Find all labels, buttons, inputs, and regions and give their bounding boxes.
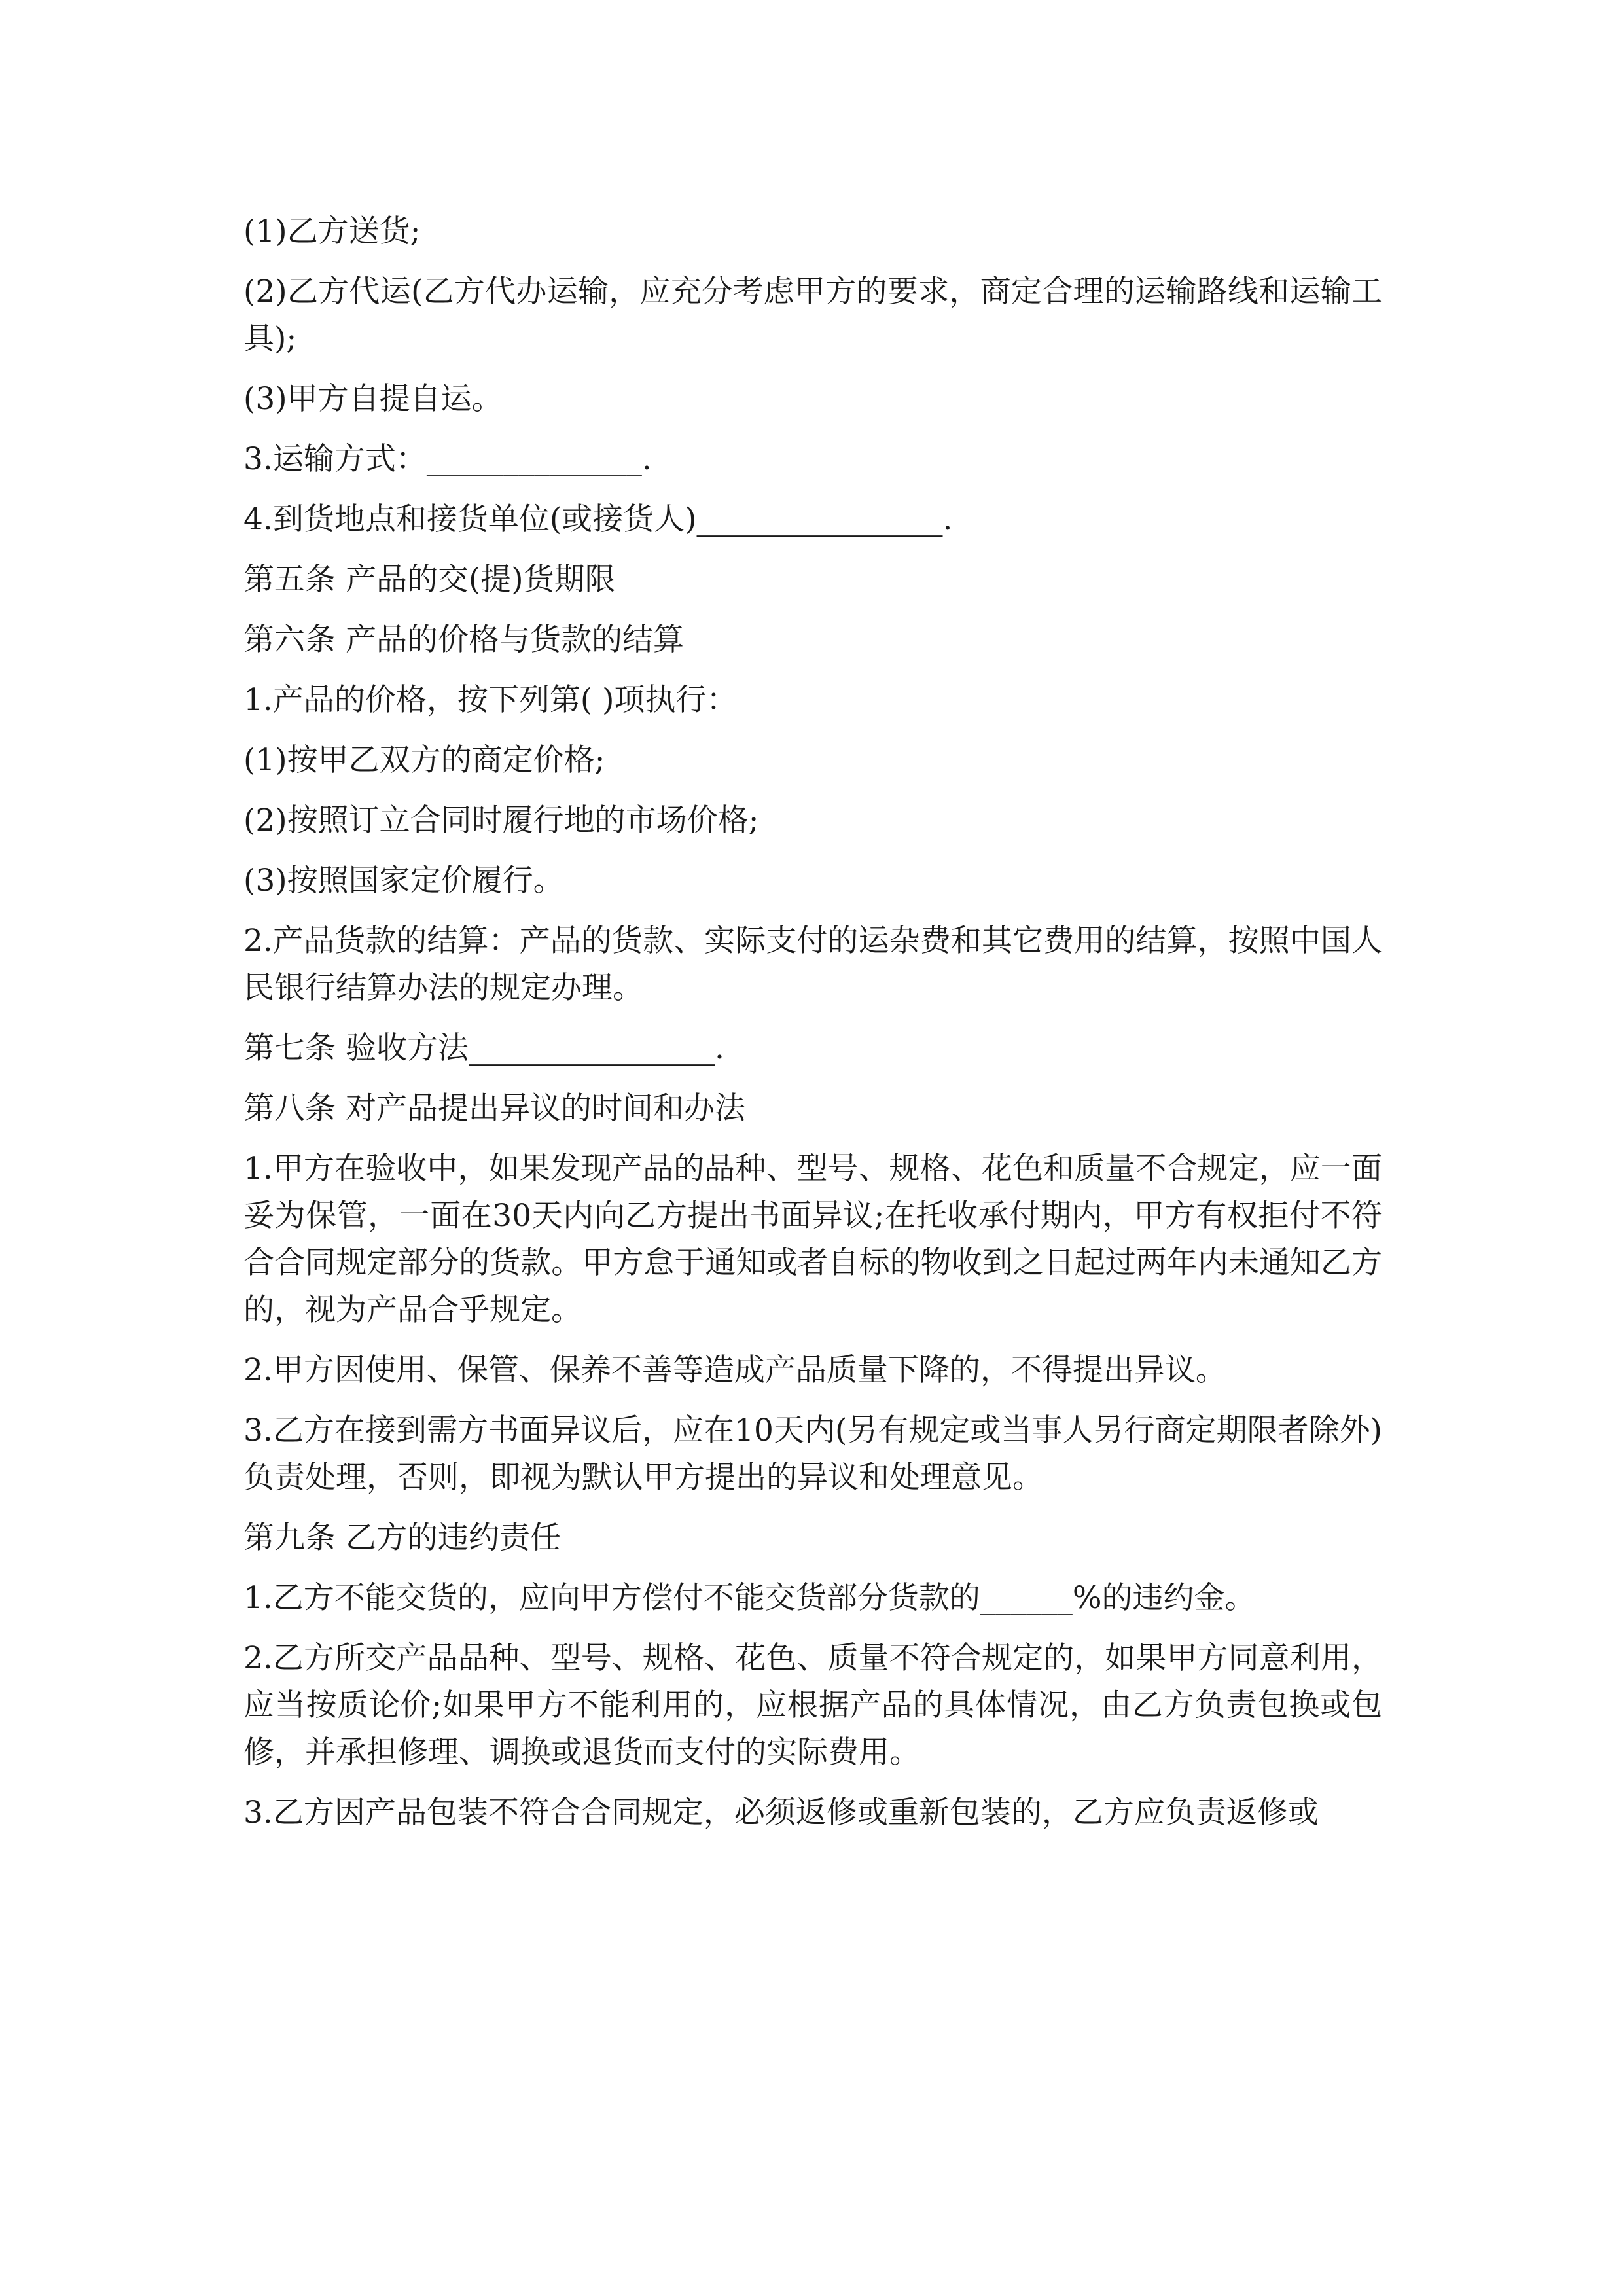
paragraph-delivery-method-2: (2)乙方代运(乙方代办运输，应充分考虑甲方的要求，商定合理的运输路线和运输工具); (243, 274, 1382, 357)
paragraph-delivery-method-1: (1)乙方送货; (243, 213, 421, 249)
article-8-heading: 第八条 对产品提出异议的时间和办法 (243, 1090, 745, 1126)
paragraph-liability-1: 1.乙方不能交货的，应向甲方偿付不能交货部分货款的______%的违约金。 (243, 1580, 1256, 1616)
paragraph-payment-settlement: 2.产品货款的结算：产品的货款、实际支付的运杂费和其它费用的结算，按照中国人民银行结算办法的规定办理。 (243, 923, 1382, 1006)
paragraph-delivery-location: 4.到货地点和接货单位(或接货人)________________. (243, 501, 953, 537)
paragraph-delivery-method-3: (3)甲方自提自运。 (243, 381, 503, 417)
paragraph-price-basis: 1.产品的价格，按下列第( )项执行： (243, 682, 738, 718)
paragraph-objection-3: 3.乙方在接到需方书面异议后，应在10天内(另有规定或当事人另行商定期限者除外)负责处理，否则，即视为默认甲方提出的异议和处理意见。 (243, 1412, 1382, 1496)
paragraph-liability-2: 2.乙方所交产品品种、型号、规格、花色、质量不符合规定的，如果甲方同意利用，应当按质论价;如果甲方不能利用的，应根据产品的具体情况，由乙方负责包换或包修，并承担修理、调换或退货而支付的实际费用。 (243, 1640, 1382, 1770)
article-5-heading: 第五条 产品的交(提)货期限 (243, 562, 616, 598)
document-body (243, 208, 1382, 1850)
paragraph-price-option-2: (2)按照订立合同时履行地的市场价格; (243, 802, 759, 838)
article-6-heading: 第六条 产品的价格与货款的结算 (243, 622, 684, 658)
paragraph-objection-1: 1.甲方在验收中，如果发现产品的品种、型号、规格、花色和质量不合规定，应一面妥为保管，一面在30天内向乙方提出书面异议;在托收承付期内，甲方有权拒付不符合合同规定部分的货款。甲方怠于通知或者自标的物收到之日起过两年内未通知乙方的，视为产品合乎规定。 (243, 1151, 1382, 1328)
article-7-heading: 第七条 验收方法________________. (243, 1030, 724, 1066)
paragraph-price-option-3: (3)按照国家定价履行。 (243, 863, 564, 899)
paragraph-transport-mode: 3.运输方式：______________. (243, 441, 652, 477)
paragraph-price-option-1: (1)按甲乙双方的商定价格; (243, 742, 605, 778)
paragraph-liability-3: 3.乙方因产品包装不符合合同规定，必须返修或重新包装的，乙方应负责返修或 (243, 1795, 1319, 1831)
paragraph-objection-2: 2.甲方因使用、保管、保养不善等造成产品质量下降的，不得提出异议。 (243, 1352, 1226, 1388)
article-9-heading: 第九条 乙方的违约责任 (243, 1520, 561, 1556)
